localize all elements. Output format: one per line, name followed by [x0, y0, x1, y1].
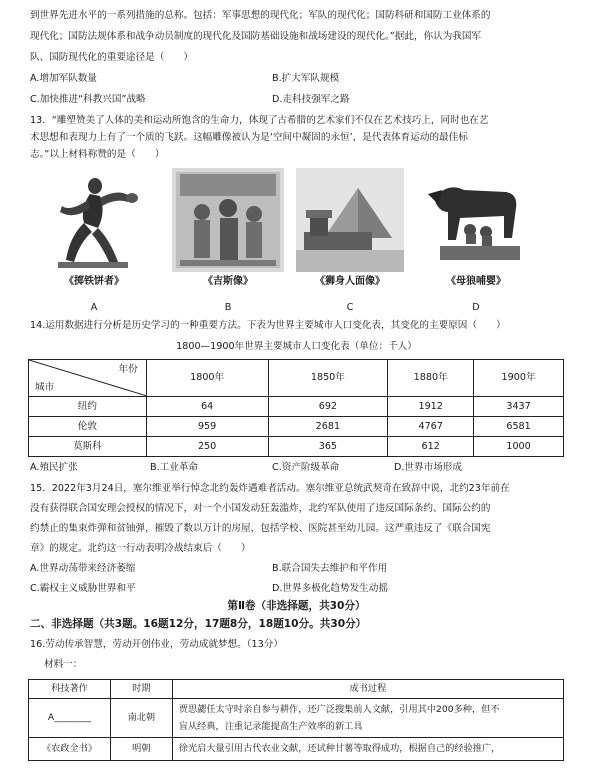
work-cell: A________	[29, 699, 111, 738]
q14-table-title: 1800—1900年世界主要城市人口变化表（单位：千人）	[176, 341, 417, 352]
period-cell: 南北朝	[110, 699, 172, 738]
q16-stem: 16.劳动传承智慧，劳动开创伟业，劳动成就梦想。（13分）	[30, 639, 283, 650]
city-cell: 莫斯科	[29, 437, 147, 457]
q12-option-d: D.走科技强军之路	[272, 94, 350, 105]
year-header: 1900年	[474, 360, 564, 397]
table-row	[29, 437, 564, 457]
q12-option-a: A.增加军队数量	[30, 73, 98, 84]
process-cell: 徐光启大量引用古代农业文献，还试种甘薯等取得成功，根据自己的经验推广，	[172, 738, 563, 761]
city-cell: 伦敦	[29, 417, 147, 437]
process-line: 贾思勰任太守时亲自参与耕作，还广泛搜集前人文献，引用其中200多种，但不	[178, 703, 500, 715]
volume-two-title: 第Ⅱ卷（非选择题，共30分）	[227, 600, 366, 612]
q13-caption-d: 《母狼哺婴》	[446, 276, 506, 287]
population-table	[28, 359, 564, 457]
q15-line-4: 章》的规定。北约这一行动表明冷战结束后（ ）	[30, 543, 251, 554]
q14-option-b: B.工业革命	[150, 462, 199, 473]
q13-line-2: 术思想和表现力上有了一个质的飞跃。这幅雕像被认为是‘空间中凝固的永恒’，是代表体育运动的最佳标	[30, 132, 468, 143]
year-header: 1880年	[388, 360, 474, 397]
value-cell: 6581	[474, 417, 564, 437]
sphinx-image	[296, 168, 404, 272]
q14-line-1: 14.运用数据进行分析是历史学习的一种重要方法。下表为世界主要城市人口变化表，其变化的主要原因（ ）	[30, 320, 506, 331]
q12-line-3: 队、国防现代化的重要途径是（ ）	[30, 52, 194, 63]
q13-image-b	[172, 168, 284, 313]
table-header-row	[29, 680, 564, 699]
value-cell: 1912	[388, 397, 474, 417]
value-cell: 612	[388, 437, 474, 457]
q15-option-a: A.世界动荡带来经济萎缩	[30, 563, 136, 574]
material-one-label: 材料一：	[44, 659, 83, 670]
q14-option-a: A.殖民扩张	[30, 462, 78, 473]
table-row	[29, 738, 564, 761]
q13-image-a	[40, 168, 148, 313]
q12-option-b: B.扩大军队规模	[272, 73, 340, 84]
q13-image-d	[420, 168, 532, 313]
value-cell: 64	[146, 397, 268, 417]
work-cell: 《农政全书》	[29, 738, 111, 761]
q14-option-c: C.资产阶级革命	[272, 462, 340, 473]
table-row	[29, 397, 564, 417]
q12-line-1: 到世界先进水平的一系列措施的总称。包括：军事思想的现代化；军队的现代化；国防科研和国防工业体系的	[30, 10, 491, 21]
q13-letter-b: B	[224, 302, 232, 313]
q12-line-2: 现代化；国防法规体系和战争动员制度的现代化及国防基础设施和战场建设的现代化。”据此，你认为我国军	[30, 31, 482, 42]
table-row	[29, 417, 564, 437]
q13-image-c	[296, 168, 404, 313]
value-cell: 959	[146, 417, 268, 437]
value-cell: 4767	[388, 417, 474, 437]
header-cell: 时期	[110, 680, 172, 699]
q13-line-3: 志。”以上材料称赞的是（ ）	[30, 149, 165, 160]
q13-letter-d: D	[472, 302, 480, 313]
q13-caption-c: 《狮身人面像》	[315, 276, 385, 287]
value-cell: 692	[268, 397, 388, 417]
period-cell: 明朝	[110, 738, 172, 761]
process-line: 盲从经典，注重记录能提高生产效率的新工具	[178, 721, 363, 732]
q13-letter-a: A	[90, 302, 98, 313]
year-header: 1850年	[268, 360, 388, 397]
q14-option-d: D.世界市场形成	[394, 462, 462, 473]
year-header: 1800年	[146, 360, 268, 397]
she-wolf-statue-image	[420, 168, 532, 272]
q13-caption-a: 《掷铁饼者》	[64, 276, 124, 287]
q13-letter-c: C	[346, 302, 354, 313]
q15-option-c: C.霸权主义威胁世界和平	[30, 583, 136, 594]
city-cell: 纽约	[29, 397, 147, 417]
q15-line-1: 15．2022年3月24日，塞尔维亚举行悼念北约轰炸遇难者活动。塞尔维亚总统武契奇在致辞中说，北约23年前在	[30, 483, 510, 494]
header-cell: 科技著作	[29, 680, 111, 699]
value-cell: 365	[268, 437, 388, 457]
q15-option-b: B.联合国失去维护和平作用	[272, 563, 388, 574]
value-cell: 250	[146, 437, 268, 457]
value-cell: 1000	[474, 437, 564, 457]
relief-sculpture-image	[172, 168, 284, 272]
process-cell	[172, 699, 563, 738]
header-year-label: 年份	[118, 364, 138, 375]
table-header-row	[29, 360, 564, 397]
q12-option-c: C.加快推进“科教兴国”战略	[30, 94, 146, 105]
table-row	[29, 699, 564, 738]
q13-line-1: 13．“雕塑赞美了人体的美和运动所饱含的生命力，体现了古希腊的艺术家们不仅在艺术技巧上，同时也在艺	[30, 115, 489, 126]
diagonal-header-cell	[29, 360, 147, 397]
value-cell: 3437	[474, 397, 564, 417]
q15-option-d: D.世界多极化趋势发生动摇	[272, 583, 388, 594]
q15-line-3: 约禁止的集束炸弹和贫铀弹，摧毁了数以万计的房屋，包括学校、医院甚至幼儿园。这严重违反了《联合国宪	[30, 523, 491, 534]
q13-caption-b: 《吉斯像》	[203, 276, 253, 287]
header-city-label: 城市	[35, 382, 55, 393]
q15-line-2: 没有获得联合国安理会授权的情况下，对一个小国发动狂轰滥炸，北约军队使用了违反国际条约、国际公约的	[30, 503, 491, 514]
section-title: 二、非选择题（共3题。16题12分，17题8分，18题10分。共30分）	[30, 618, 367, 630]
value-cell: 2681	[268, 417, 388, 437]
science-works-table	[28, 679, 564, 761]
discus-thrower-statue-image	[40, 168, 148, 272]
header-cell: 成书过程	[172, 680, 563, 699]
